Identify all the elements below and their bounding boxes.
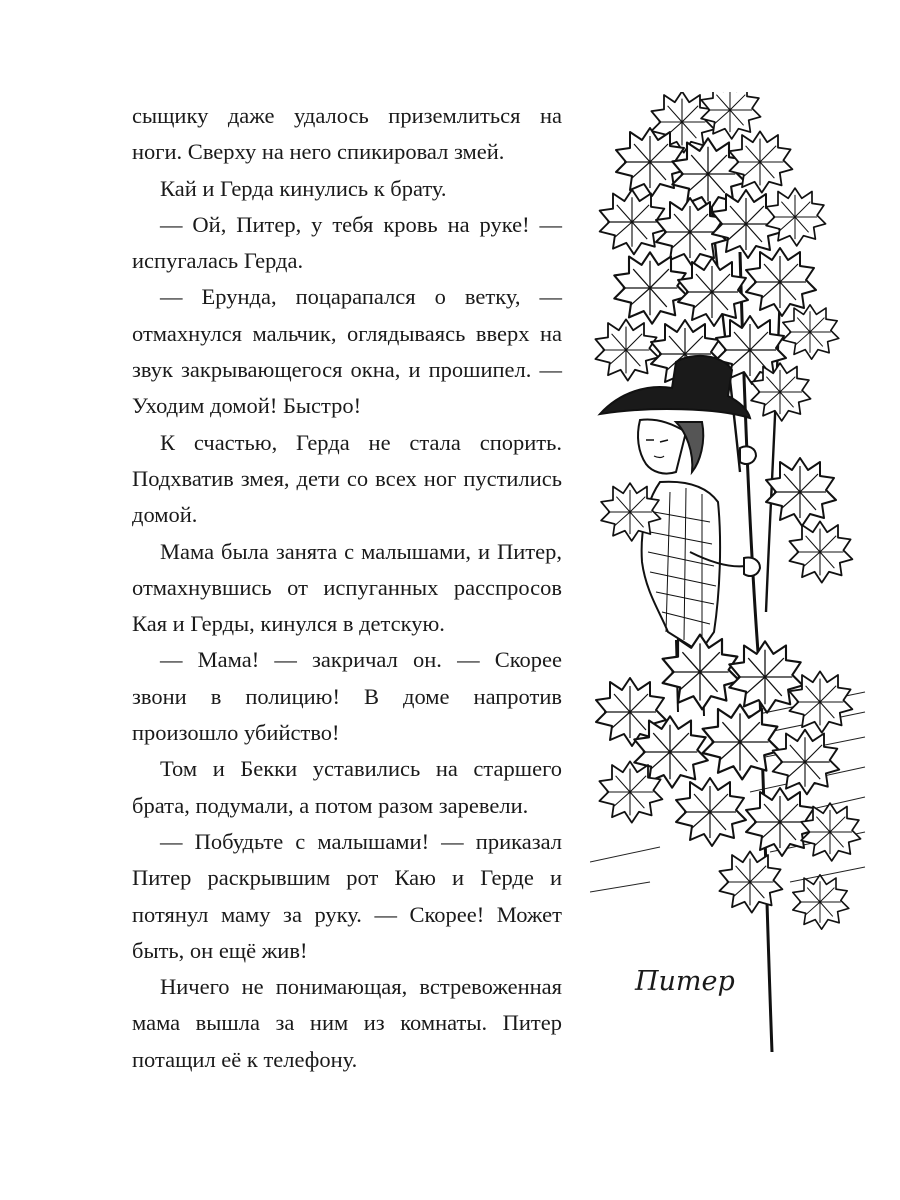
illustration-caption: Питер [635,966,735,997]
paragraph-9: — Побудьте с малышами! — приказал Питер раскрывшим рот Каю и Герде и потянул маму за руку. — Скорее! Может быть, он ещё жив! [132,828,562,963]
paragraph-6: Мама была занята с малышами, и Питер, отмахнувшись от испуганных расспросов Кая и Герды, кинулся в детскую. [132,538,562,637]
paragraph-10: Ничего не понимающая, встревоженная мама вышла за ним из комнаты. Питер потащил её к телефону. [132,974,562,1072]
paragraph-7: — Мама! — закричал он. — Скорее звони в полицию! В доме напротив произошло убийство! [132,647,562,746]
paragraph-3: — Ой, Питер, у тебя кровь на руке! — испугалась Герда. [132,211,562,274]
paragraph-2: Кай и Герда кинулись к брату. [160,175,447,201]
boy-in-tree-illustration [590,92,870,1062]
paragraph-4: — Ерунда, поцарапался о ветку, — отмахнулся мальчик, оглядываясь вверх на звук закрывающегося окна, и прошипел. — Уходим домой! Быстро! [132,284,562,419]
paragraph-5: К счастью, Герда не стала спорить. Подхватив змея, дети со всех ног пустились домой. [132,429,562,528]
lower-foliage [596,458,861,929]
paragraph-1: сыщику даже удалось приземлиться на ноги. Сверху на него спикировал змей. [132,103,562,165]
paragraph-8: Том и Бекки уставились на старшего брата, подумали, а потом разом заревели. [132,756,562,818]
body-text [132,98,562,1078]
